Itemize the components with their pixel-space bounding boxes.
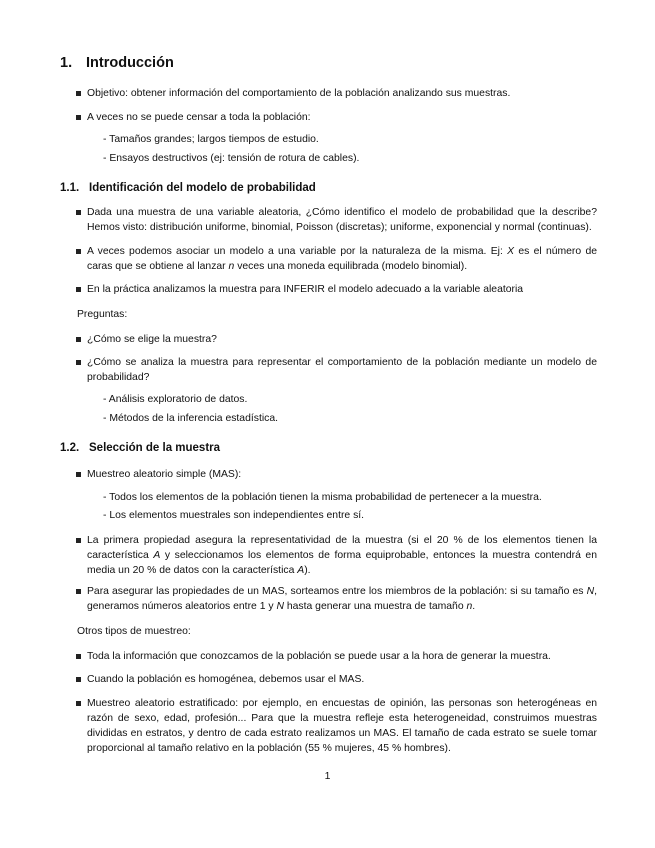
text-run: Cuando la población es homogénea, debemos usar el MAS. (87, 674, 365, 685)
list-item (87, 355, 597, 385)
bullet-square-icon (76, 589, 81, 594)
text-run: y seleccionamos los elementos de forma equiprobable, entonces la muestra contendrá en media un 20 % de datos con la característica (87, 550, 597, 576)
sub-list-item (103, 151, 593, 166)
bullet-square-icon (76, 210, 81, 215)
text-run: . (472, 601, 476, 612)
text-run: En la práctica analizamos la muestra para INFERIR el modelo adecuado a la variable aleatoria (87, 284, 524, 295)
text-run: - Ensayos destructivos (ej: tensión de rotura de cables). (103, 153, 360, 164)
subsection-heading (60, 181, 316, 196)
list-item (87, 672, 597, 687)
text-run: - Tamaños grandes; largos tiempos de estudio. (103, 134, 319, 145)
text-run: ¿Cómo se analiza la muestra para representar el comportamiento de la población mediante un modelo de probabilidad? (87, 357, 597, 383)
bullet-square-icon (76, 249, 81, 254)
bullet-square-icon (76, 337, 81, 342)
math-variable: A (297, 565, 305, 576)
math-variable: X (507, 246, 515, 257)
text-run: Muestreo aleatorio simple (MAS): (87, 469, 242, 480)
text-run: Toda la información que conozcamos de la población se puede usar a la hora de generar la muestra. (87, 651, 551, 662)
text-run: es el número de caras que se obtiene al lanzar (87, 246, 598, 272)
text-run: - Todos los elementos de la población tienen la misma probabilidad de pertenecer a la muestra. (103, 492, 542, 503)
bullet-square-icon (76, 677, 81, 682)
math-variable: A (153, 550, 161, 561)
text-run: A veces podemos asociar un modelo a una variable por la naturaleza de la misma. Ej: (87, 246, 508, 257)
section-heading (60, 56, 174, 71)
text-run: Objetivo: obtener información del comportamiento de la población analizando sus muestras. (87, 88, 511, 99)
sub-list-item (103, 392, 593, 407)
list-item (87, 584, 597, 614)
text-run: Para asegurar las propiedades de un MAS, sorteamos entre los miembros de la población: si su tamaño es (87, 586, 587, 597)
text-run: La primera propiedad asegura la representatividad de la muestra (si el 20 % de los elementos tienen la característica (87, 535, 597, 561)
heading-text: Selección de la muestra (89, 442, 221, 454)
list-item (87, 86, 597, 101)
subsection-heading (60, 441, 220, 456)
text-run: veces una moneda equilibrada (modelo binomial). (234, 261, 468, 272)
heading-text: Identificación del modelo de probabilidad (89, 182, 316, 194)
list-item (87, 533, 597, 578)
bullet-square-icon (76, 91, 81, 96)
sub-list-item (103, 490, 593, 505)
math-variable: N (586, 586, 595, 597)
text-run: - Análisis exploratorio de datos. (103, 394, 248, 405)
bullet-square-icon (76, 115, 81, 120)
text-run: Dada una muestra de una variable aleatoria, ¿Cómo identifico el modelo de probabilidad que la describe? Hemos visto: distribución uniforme, binomial, Poisson (discretas); uniforme, exponencial y normal (continuas). (87, 207, 597, 233)
list-item (87, 110, 597, 125)
text-run: Muestreo aleatorio estratificado: por ejemplo, en encuestas de opinión, las personas son heterogéneas en razón de sexo, edad, profesión... Para que la muestra refleje esta heterogeneidad, construimos muestras divididas en estratos, y dentro de cada estrato realizamos un MAS. El tamaño de cada estrato se suele tomar proporcional al tamaño relativo en la población (55 % mujeres, 45 % hombres). (87, 698, 597, 754)
list-item (87, 467, 597, 482)
list-item (87, 649, 597, 664)
sub-list-item (103, 411, 593, 426)
list-item (87, 282, 597, 297)
bullet-square-icon (76, 472, 81, 477)
heading-number: 1. (60, 55, 73, 71)
bullet-square-icon (76, 360, 81, 365)
bullet-square-icon (76, 654, 81, 659)
math-variable: n (466, 601, 473, 612)
heading-number: 1.2. (60, 442, 80, 454)
list-item (87, 332, 597, 347)
list-item (87, 696, 597, 756)
text-run: Preguntas: (77, 309, 128, 320)
text-run: hasta generar una muestra de tamaño (283, 601, 467, 612)
text-run: - Los elementos muestrales son independientes entre sí. (103, 510, 365, 521)
text-run: , generamos números aleatorios entre 1 y (87, 586, 597, 612)
list-item (87, 244, 597, 274)
bullet-square-icon (76, 538, 81, 543)
heading-number: 1.1. (60, 182, 80, 194)
sub-list-item (103, 132, 593, 147)
bullet-square-icon (76, 287, 81, 292)
text-run: Otros tipos de muestreo: (77, 626, 191, 637)
text-run: ). (304, 565, 311, 576)
bullet-square-icon (76, 701, 81, 706)
text-run: ¿Cómo se elige la muestra? (87, 334, 217, 345)
paragraph (77, 624, 191, 639)
paragraph (77, 307, 127, 322)
sub-list-item (103, 508, 593, 523)
page-number: 1 (324, 771, 331, 782)
math-variable: N (276, 601, 284, 612)
text-run: A veces no se puede censar a toda la población: (87, 112, 311, 123)
text-run: - Métodos de la inferencia estadística. (103, 413, 279, 424)
heading-text: Introducción (86, 55, 174, 71)
math-variable: n (228, 261, 235, 272)
list-item (87, 205, 597, 235)
